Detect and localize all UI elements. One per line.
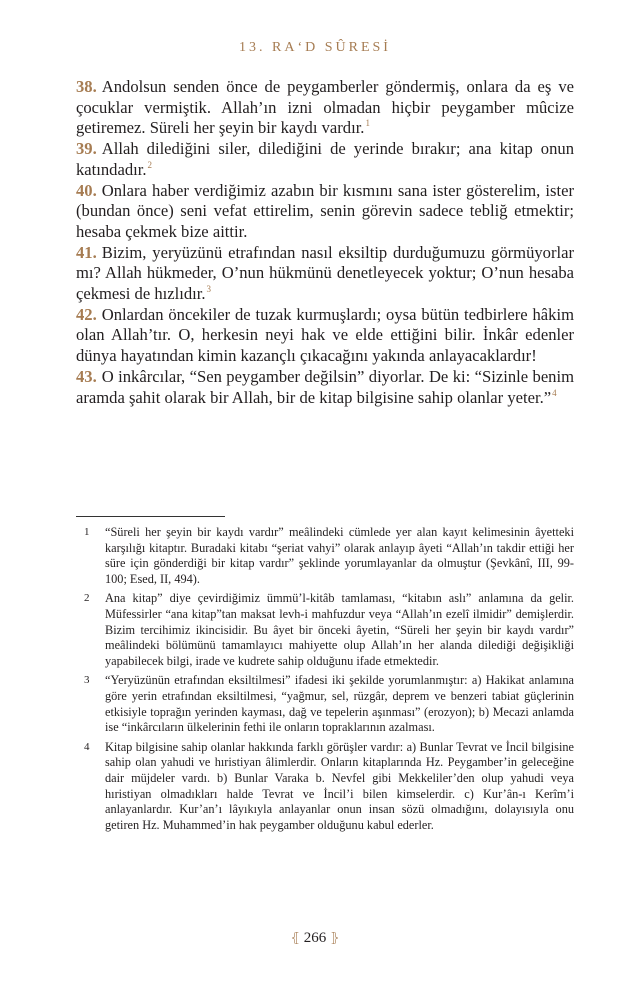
footnotes-block <box>76 525 574 837</box>
page-number-footer <box>0 930 630 947</box>
running-head: 13. RA‘D SÛRESİ <box>239 40 391 55</box>
verse-text-block <box>76 77 574 408</box>
footnote-1 <box>76 525 574 587</box>
footnote-text: “Süreli her şeyin bir kaydı vardır” meâlindeki cümlede yer alan kayıt kelimesinin âyetteki karşılığı kitaptır. Buradaki kitabı “şeriat vahyi” olarak anlayıp âyeti “Allah’ın takdir ettiği her süre için gönderdiği bir kitap vardır” şeklinde yorumlayanlar da olmuştur (Şevkânî, III, 99-100; Esed, II, 494). <box>105 525 574 586</box>
verse-number: 43. <box>76 366 97 386</box>
verse-text: Andolsun senden önce de peygamberler göndermiş, onlara da eş ve çocuklar vermiştik. Allah’ın izni olmadan hiçbir peygamber mûcize getiremez. Süreli her şeyin bir kaydı vardır. <box>76 77 574 138</box>
footnote-ref: 3 <box>206 284 211 295</box>
footnote-text: Kitap bilgisine sahip olanlar hakkında farklı görüşler vardır: a) Bunlar Tevrat ve İncil bilgisine sahip olan yahudi ve hıristiyan âlimlerdir. Onların kitaplarında Hz. Peygamber’in geleceğine dair müjdeler vardı. b) Bunlar Varaka b. Nevfel gibi Mekkeliler’den olup yahudi veya hıristiyan olmadıkları halde Tevrat ve İncil’i bilen kimselerdir. c) Kur’ân-ı Kerîm’i anlayanlardır. Kur’an’ı lâyıkıyla anlayanlar onun insan sözü olmadığını, dolayısıyla onu getiren Hz. Muhammed’in hak peygamber olduğunu kabul ederler. <box>105 739 574 832</box>
verse-number: 38. <box>76 77 97 96</box>
footnote-3 <box>76 673 574 735</box>
verse-text: O inkârcılar, “Sen peygamber değilsin” diyorlar. De ki: “Sizinle benim aramda şahit olarak bir Allah, bir de kitap bilgisine sahip olanlar yeter.” <box>76 366 574 407</box>
verse-number: 42. <box>76 304 97 324</box>
footnote-number: 2 <box>84 592 90 605</box>
verse-41 <box>76 243 574 305</box>
footnote-divider <box>76 516 225 517</box>
footnote-ref: 1 <box>365 118 370 129</box>
footnote-text: Ana kitap” diye çevirdiğimiz ümmü’l-kitâb tamlaması, “kitabın aslı” anlamına da gelir. Müfessirler “ana kitap”tan maksat levh-i mahfuzdur veya “Allah’ın ezelî ilmidir” demişlerdir. Bizim tercihimiz ikincisidir. Bu âyet bir önceki âyetin, “Süreli her şeyin bir kaydı vardır” meâlindeki bölümünü tamamlayıcı mahiyette olup Allah’ın her alanda dilediği değişikliği yapabilecek bilgi, irade ve kudrete sahip olduğunu ifade etmektedir. <box>105 591 574 668</box>
footnote-2 <box>76 591 574 669</box>
footnote-number: 3 <box>84 674 90 687</box>
verse-text: Allah dilediğini siler, dilediğini de yerinde bırakır; ana kitap onun katındadır. <box>76 139 574 179</box>
verse-42 <box>76 305 574 367</box>
footnote-ref: 2 <box>147 159 153 170</box>
verse-text: Onlara haber verdiğimiz azabın bir kısmını sana ister gösterelim, ister (bundan önce) seni vefat ettirelim, senin görevin sadece tebliğ etmektir; hesaba çekmek bize aittir. <box>76 180 574 241</box>
footnote-4 <box>76 740 574 834</box>
footnote-text: “Yeryüzünün etrafından eksiltilmesi” ifadesi iki şekilde yorumlanmıştır: a) Hakikat anlamına göre yerin etrafından eksiltilmesi, “yağmur, sel, rüzgâr, deprem ve benzeri tabiat güçlerinin etkisiyle toprağın yerinden kayması, dağ ve tepelerin aşınması” (erozyon); b) Mecazi anlamda ise “inkârcıların ülkelerinin fethi ile onların topraklarının azalması. <box>105 673 574 735</box>
verse-43 <box>76 367 574 408</box>
verse-39 <box>76 139 574 180</box>
footnote-ref: 4 <box>552 387 557 398</box>
verse-text: Onlardan öncekiler de tuzak kurmuşlardı; oysa bütün tedbirlere hâkim olan Allah’tır. O, herkesin neyi hak ve elde ettiğini bilir. İnkâr edenler dünya hayatından kimin kazançlı çıkacağını yakında anlayacaklardır! <box>76 304 574 366</box>
ornament-right-icon: ⦄ <box>330 930 340 945</box>
verse-40 <box>76 181 574 243</box>
verse-38 <box>76 77 574 139</box>
footnote-number: 4 <box>84 740 90 753</box>
footnote-number: 1 <box>84 526 90 538</box>
verse-number: 39. <box>76 139 97 159</box>
page-number: 266 <box>303 930 327 946</box>
verse-text: Bizim, yeryüzünü etrafından nasıl eksiltip durduğumuzu görmüyorlar mı? Allah hükmeder, O’nun hükmünü denetleyecek yoktur; O’nun hesaba çekmesi de hızlıdır. <box>76 242 574 304</box>
ornament-left-icon: ⦃ <box>290 930 300 945</box>
verse-number: 41. <box>76 242 97 262</box>
verse-number: 40. <box>76 180 97 200</box>
